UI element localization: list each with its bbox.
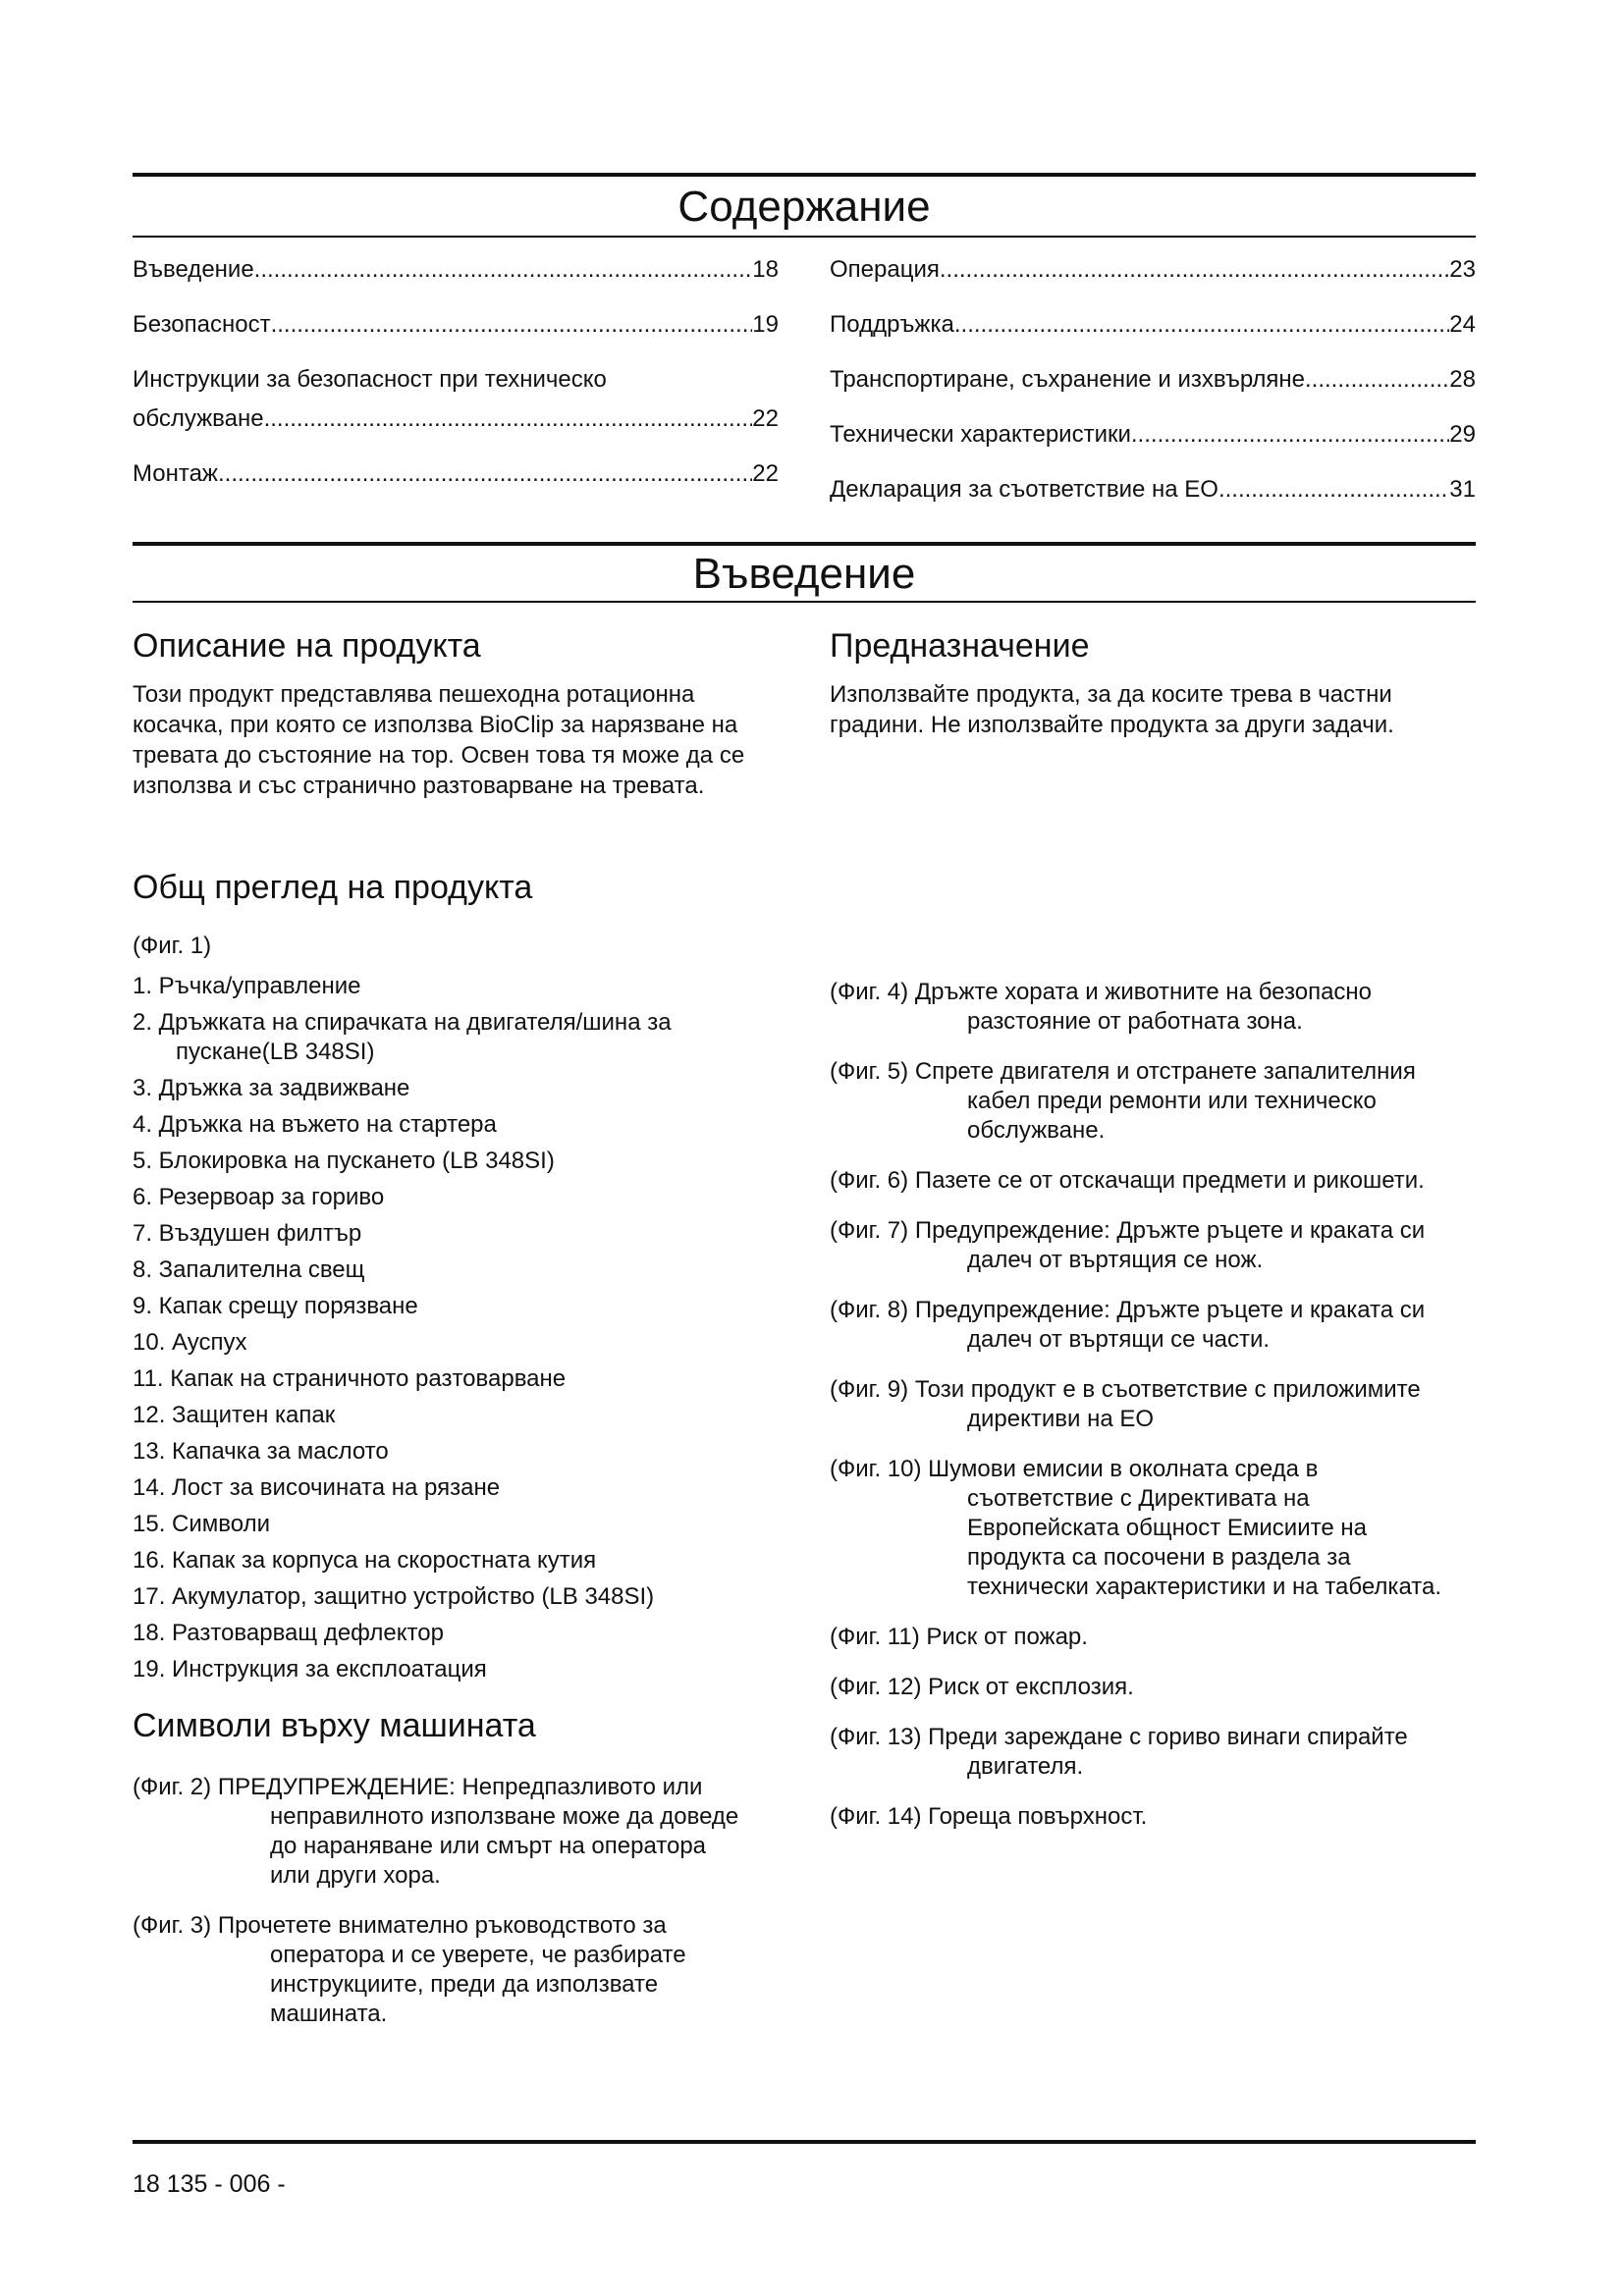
list-item: 1. Ръчка/управление	[133, 973, 361, 999]
list-item: 4. Дръжка на въжето на стартера	[133, 1111, 497, 1138]
toc-leader	[218, 459, 752, 489]
fig-ref: (Фиг. 14)	[830, 1803, 922, 1830]
toc-entry-label: Монтаж	[133, 460, 218, 487]
toc-leader	[1305, 365, 1449, 395]
toc-entry[interactable]	[830, 475, 1476, 505]
toc-entry-page: 22	[752, 405, 779, 432]
fig-text: Този продукт е в съответствие с приложимите директиви на ЕО	[914, 1376, 1421, 1432]
list-item	[830, 1166, 1468, 1196]
fig-text: ПРЕДУПРЕЖДЕНИЕ: Непредпазливото или неправилното използване може да доведе до нараняване или смърт на оператора или други хора.	[217, 1774, 739, 1889]
page-footer: 18 135 - 006 -	[133, 2170, 286, 2198]
fig-text: Прочетете внимателно ръководството за оператора и се уверете, че разбирате инструкциите, преди да използвате машината.	[217, 1912, 686, 2027]
list-item: 12. Защитен капак	[133, 1402, 336, 1428]
toc-right	[830, 255, 1476, 505]
list-item: 6. Резервоар за гориво	[133, 1184, 385, 1210]
toc-entry-page: 31	[1449, 476, 1476, 503]
symbols-heading: Символи върху машината	[133, 1707, 536, 1744]
fig-ref: (Фиг. 7)	[830, 1217, 909, 1244]
list-item: 7. Въздушен филтър	[133, 1220, 362, 1247]
fig-ref: (Фиг. 3)	[133, 1912, 212, 1939]
list-item	[830, 1802, 1468, 1832]
fig-text: Дръжте хората и животните на безопасно разстояние от работната зона.	[914, 979, 1373, 1035]
toc-leader	[940, 255, 1449, 285]
fig-ref: (Фиг. 9)	[830, 1376, 909, 1403]
overview-heading: Общ преглед на продукта	[133, 869, 533, 906]
fig-text: Риск от пожар.	[926, 1624, 1088, 1650]
toc-entry-page: 28	[1449, 366, 1476, 393]
toc-entry[interactable]	[830, 420, 1476, 450]
list-item: 14. Лост за височината на рязане	[133, 1474, 501, 1501]
fig-text: Гореща повърхност.	[928, 1803, 1148, 1830]
fig-text: Преди зареждане с гориво винаги спирайте двигателя.	[928, 1724, 1408, 1780]
toc-entry-line1: Инструкции за безопасност при техническо	[133, 366, 607, 393]
toc-entry-label: обслужване	[133, 405, 264, 432]
fig-ref: (Фиг. 6)	[830, 1167, 909, 1194]
contents-bottom-rule	[133, 236, 1476, 238]
description-text: Този продукт представлява пешеходна ротационна косачка, при която се използва BioClip за нарязване на тревата до състояние на тор. Освен това тя може да се използва и със странично разтоварване на тревата.	[133, 681, 745, 799]
fig-ref: (Фиг. 10)	[830, 1456, 922, 1482]
list-item	[830, 1296, 1468, 1355]
list-item: 3. Дръжка за задвижване	[133, 1075, 410, 1101]
list-item: 9. Капак срещу порязване	[133, 1293, 418, 1319]
list-item: 5. Блокировка на пускането (LB 348SI)	[133, 1148, 555, 1174]
symbols-list-right	[830, 978, 1468, 1852]
list-item	[830, 1057, 1468, 1146]
list-item: 13. Капачка за маслото	[133, 1438, 389, 1465]
list-item: 10. Ауспух	[133, 1329, 247, 1356]
toc-entry-page: 23	[1449, 256, 1476, 283]
list-item: 19. Инструкция за експлоатация	[133, 1656, 487, 1682]
list-item: 15. Символи	[133, 1511, 270, 1537]
purpose-heading: Предназначение	[830, 627, 1090, 665]
toc-entry-label: Операция	[830, 256, 940, 283]
toc-entry-page: 22	[752, 460, 779, 487]
fig-ref: (Фиг. 11)	[830, 1624, 920, 1650]
list-item: 11. Капак на страничното разтоварване	[133, 1365, 567, 1392]
list-item	[830, 1673, 1468, 1702]
toc-entry[interactable]	[133, 404, 779, 434]
overview-parts-list	[133, 972, 781, 1691]
toc-entry-label: Поддръжка	[830, 311, 954, 338]
list-item: 8. Запалителна свещ	[133, 1256, 365, 1283]
intro-title: Въведение	[692, 550, 916, 598]
toc-entry[interactable]	[133, 459, 779, 489]
toc-entry-page: 24	[1449, 311, 1476, 338]
intro-top-rule	[133, 542, 1476, 546]
list-item: 17. Акумулатор, защитно устройство (LB 348SI)	[133, 1583, 655, 1610]
contents-title: Содержание	[677, 183, 931, 231]
fig-ref: (Фиг. 2)	[133, 1774, 212, 1800]
toc-entry-label: Декларация за съответствие на ЕО	[830, 476, 1218, 503]
list-item	[830, 978, 1468, 1037]
toc-entry[interactable]	[830, 365, 1476, 395]
toc-left	[133, 255, 779, 489]
symbols-list-left	[133, 1773, 751, 2050]
list-item: 16. Капак за корпуса на скоростната кутия	[133, 1547, 597, 1574]
fig-ref: (Фиг. 12)	[830, 1674, 922, 1700]
fig-ref: (Фиг. 13)	[830, 1724, 922, 1750]
fig-text: Предупреждение: Дръжте ръцете и краката си далеч от въртящия се нож.	[914, 1217, 1426, 1273]
fig-text: Риск от експлозия.	[928, 1674, 1134, 1700]
list-item: 18. Разтоварващ дефлектор	[133, 1620, 444, 1646]
contents-top-rule	[133, 173, 1476, 177]
fig-text: Шумови емисии в околната среда в съответствие с Директивата на Европейската общност Емисиите на продукта са посочени в раздела за технически характеристики и на табелката.	[928, 1456, 1441, 1600]
description-heading: Описание на продукта	[133, 627, 481, 665]
purpose-text: Използвайте продукта, за да косите трева в частни градини. Не използвайте продукта за други задачи.	[830, 681, 1394, 738]
overview-fig-ref: (Фиг. 1)	[133, 933, 212, 959]
toc-leader	[1131, 420, 1449, 450]
list-item	[133, 1773, 751, 1891]
toc-entry-label: Технически характеристики	[830, 421, 1131, 448]
toc-entry[interactable]	[830, 310, 1476, 340]
fig-text: Предупреждение: Дръжте ръцете и краката си далеч от въртящи се части.	[914, 1297, 1426, 1353]
toc-entry-label: Безопасност	[133, 311, 271, 338]
fig-ref: (Фиг. 8)	[830, 1297, 909, 1323]
list-item: 2. Дръжката на спирачката на двигателя/шина за пускане(LB 348SI)	[133, 1009, 672, 1065]
fig-text: Пазете се от отскачащи предмети и рикошети.	[914, 1167, 1425, 1194]
toc-entry[interactable]	[830, 255, 1476, 285]
list-item	[830, 1623, 1468, 1652]
fig-text: Спрете двигателя и отстранете запалителния кабел преди ремонти или техническо обслужване.	[914, 1058, 1416, 1144]
list-item	[830, 1216, 1468, 1275]
list-item	[133, 1911, 751, 2029]
toc-entry[interactable]	[133, 255, 779, 285]
toc-entry-page: 29	[1449, 421, 1476, 448]
toc-entry-label: Въведение	[133, 256, 254, 283]
fig-ref: (Фиг. 5)	[830, 1058, 909, 1085]
toc-leader	[1218, 475, 1449, 505]
toc-leader	[271, 310, 753, 340]
intro-bottom-rule	[133, 601, 1476, 603]
footer-rule	[133, 2140, 1476, 2144]
list-item	[830, 1723, 1468, 1782]
toc-entry[interactable]	[133, 310, 779, 340]
list-item	[830, 1375, 1468, 1434]
toc-leader	[264, 404, 753, 434]
toc-leader	[954, 310, 1449, 340]
fig-ref: (Фиг. 4)	[830, 979, 909, 1005]
toc-entry-page: 19	[752, 311, 779, 338]
toc-entry-page: 18	[752, 256, 779, 283]
toc-entry-label: Транспортиране, съхранение и изхвърляне	[830, 366, 1305, 393]
list-item	[830, 1455, 1468, 1602]
toc-leader	[254, 255, 753, 285]
